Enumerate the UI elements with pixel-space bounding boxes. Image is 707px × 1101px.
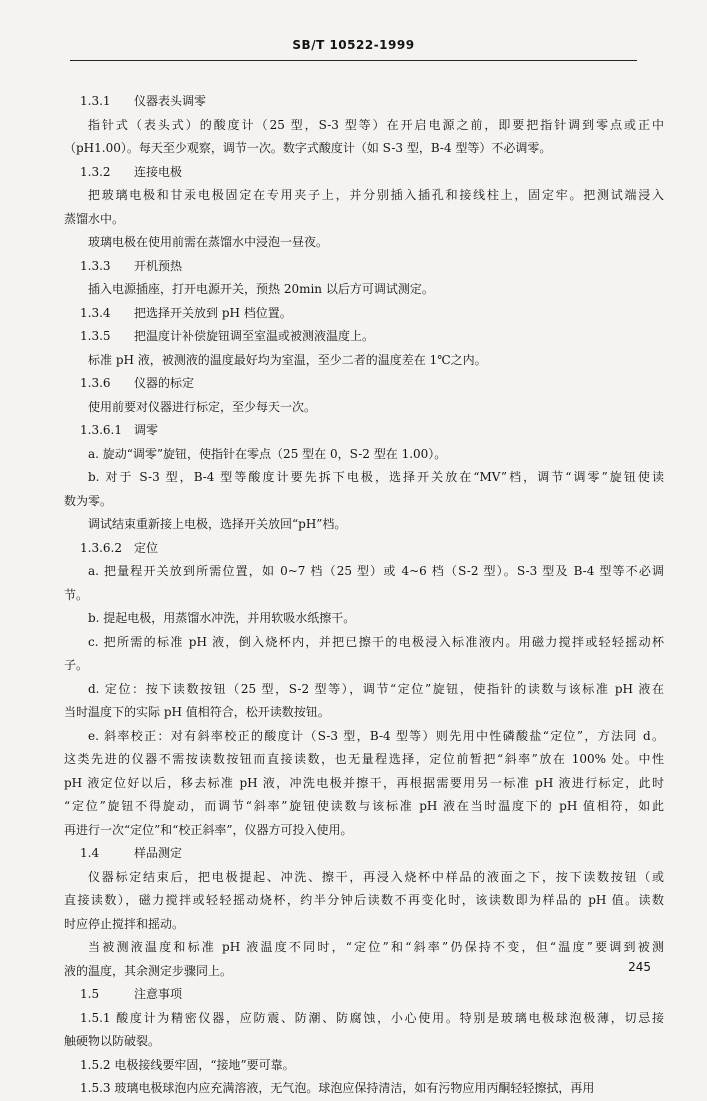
paragraph-line: 1.5.1 酸度计为精密仪器，应防震、防潮、防腐蚀，小心使用。特别是玻璃电极球泡极薄，切忌接 [80,1010,664,1025]
section-heading [64,537,664,561]
paragraph-line: pH 液定位好以后，移去标准 pH 液，冲洗电极并擦干，再根据需要用另一标准 pH 液进行标定，此时 [64,775,664,790]
section-number: 1.4 [80,846,100,860]
paragraph-line: “定位”旋钮不得旋动，而调节“斜率”旋钮使读数与该标准 pH 液在当时温度下的 pH 值相符，如此 [64,799,664,813]
section-title: 把温度计补偿旋钮调至室温或被测液温度上。 [134,329,375,343]
section-number: 1.3.6 [80,376,111,390]
section-number: 1.5 [80,987,100,1001]
section-title: 样品测定 [134,846,183,860]
section-heading [64,983,664,1007]
section-heading [64,90,664,114]
section-heading [64,302,664,326]
paragraph-line: 蒸馏水中。 [64,211,125,226]
section-number: 1.3.5 [80,329,111,343]
section-heading [64,255,664,279]
paragraph-line: 调试结束重新接上电极，选择开关放回“pH”档。 [88,517,347,531]
section-heading [64,419,664,443]
paragraph-line: 数为零。 [64,493,113,508]
section-title: 仪器的标定 [134,376,195,390]
paragraph-line: c. 把所需的标准 pH 液，倒入烧杯内，并把已擦干的电极浸入标准液内。用磁力搅拌或轻轻摇动杯 [88,634,664,649]
paragraph-line: 触硬物以防破裂。 [64,1034,161,1048]
paragraph-line: 这类先进的仪器不需按读数按钮而直接读数，也无量程选择，定位前暂把“斜率”放在 100% 处。中性 [64,752,664,766]
paragraph-line: 1.5.2 电极接线要牢固，“接地”要可靠。 [80,1057,295,1072]
section-heading [64,842,664,866]
paragraph-line: 1.5.3 玻璃电极球泡内应充满溶液，无气泡。球泡应保持清洁，如有污物应用丙酮轻轻擦拭，再用 [80,1081,595,1095]
paragraph-line: 直接读数），磁力搅拌或轻轻摇动烧杯，约半分钟后读数不再变化时，该读数即为样品的 pH 值。读数 [64,893,664,907]
section-title: 连接电极 [134,164,183,179]
section-number: 1.3.1 [80,94,111,108]
section-number: 1.3.4 [80,305,111,320]
paragraph-line: （pH1.00）。每天至少观察，调节一次。数字式酸度计（如 S-3 型，B-4 型等）不必调零。 [64,141,552,155]
paragraph-line: 插入电源插座，打开电源开关，预热 20min 以后方可调试测定。 [88,282,434,296]
section-title: 定位 [134,540,159,555]
paragraph-line: a. 旋动“调零”旋钮，使指针在零点（25 型在 0，S-2 型在 1.00）。 [88,446,447,461]
section-number: 1.3.3 [80,258,111,273]
section-title: 调零 [134,423,159,437]
section-heading [64,325,664,349]
paragraph-line: 子。 [64,658,89,672]
paragraph-line: e. 斜率校正：对有斜率校正的酸度计（S-3 型，B-4 型等）则先用中性磷酸盐“定位”，方法同 d。 [88,728,664,743]
paragraph-line: b. 对于 S-3 型，B-4 型等酸度计要先拆下电极，选择开关放在“MV”档，调节“调零”旋钮使读 [88,470,664,484]
page-number: 245 [628,960,651,974]
paragraph-line: 再进行一次“定位”和“校正斜率”，仪器方可投入使用。 [64,822,353,837]
paragraph-line: 仪器标定结束后，把电极提起、冲洗、擦干，再浸入烧杯中样品的液面之下，按下读数按钮（或 [88,869,664,884]
section-number: 1.3.6.1 [80,423,122,437]
paragraph-line: 液的温度，其余测定步骤同上。 [64,963,233,978]
section-title: 开机预热 [134,258,183,273]
paragraph-line: a. 把量程开关放到所需位置，如 0~7 档（25 型）或 4~6 档（S-2 型）。S-3 型及 B-4 型等不必调 [88,564,664,578]
paragraph-line: 玻璃电极在使用前需在蒸馏水中浸泡一昼夜。 [88,235,329,249]
paragraph-line: 标准 pH 液，被测液的温度最好均为室温，至少二者的温度差在 1℃之内。 [88,352,487,367]
document-body [64,90,664,1101]
paragraph-line: 节。 [64,587,89,602]
section-heading [64,161,664,185]
section-title: 把选择开关放到 pH 档位置。 [134,305,292,320]
standard-header: SB/T 10522-1999 [292,38,415,52]
section-title: 仪器表头调零 [134,94,207,108]
section-title: 注意事项 [134,987,183,1001]
paragraph-line: b. 提起电极，用蒸馏水冲洗，并用软吸水纸擦干。 [88,611,356,625]
paragraph-line: d. 定位：按下读数按钮（25 型，S-2 型等），调节“定位”旋钮，使指针的读数与该标准 pH 液在 [88,681,664,696]
paragraph-line: 指针式（表头式）的酸度计（25 型，S-3 型等）在开启电源之前，即要把指针调到零点或正中 [88,117,664,132]
header-rule [70,60,637,61]
section-heading [64,372,664,396]
paragraph-line: 使用前要对仪器进行标定，至少每天一次。 [88,399,317,414]
paragraph-line: 当被测液温度和标准 pH 液温度不同时，“定位”和“斜率”仍保持不变，但“温度”要调到被测 [88,940,664,954]
paragraph-line: 时应停止搅拌和摇动。 [64,916,185,931]
section-number: 1.3.2 [80,164,111,179]
paragraph-line: 当时温度下的实际 pH 值相符合，松开读数按钮。 [64,705,330,719]
section-number: 1.3.6.2 [80,540,122,555]
paragraph-line: 把玻璃电极和甘汞电极固定在专用夹子上，并分别插入插孔和接线柱上，固定牢。把测试端浸入 [88,188,664,202]
